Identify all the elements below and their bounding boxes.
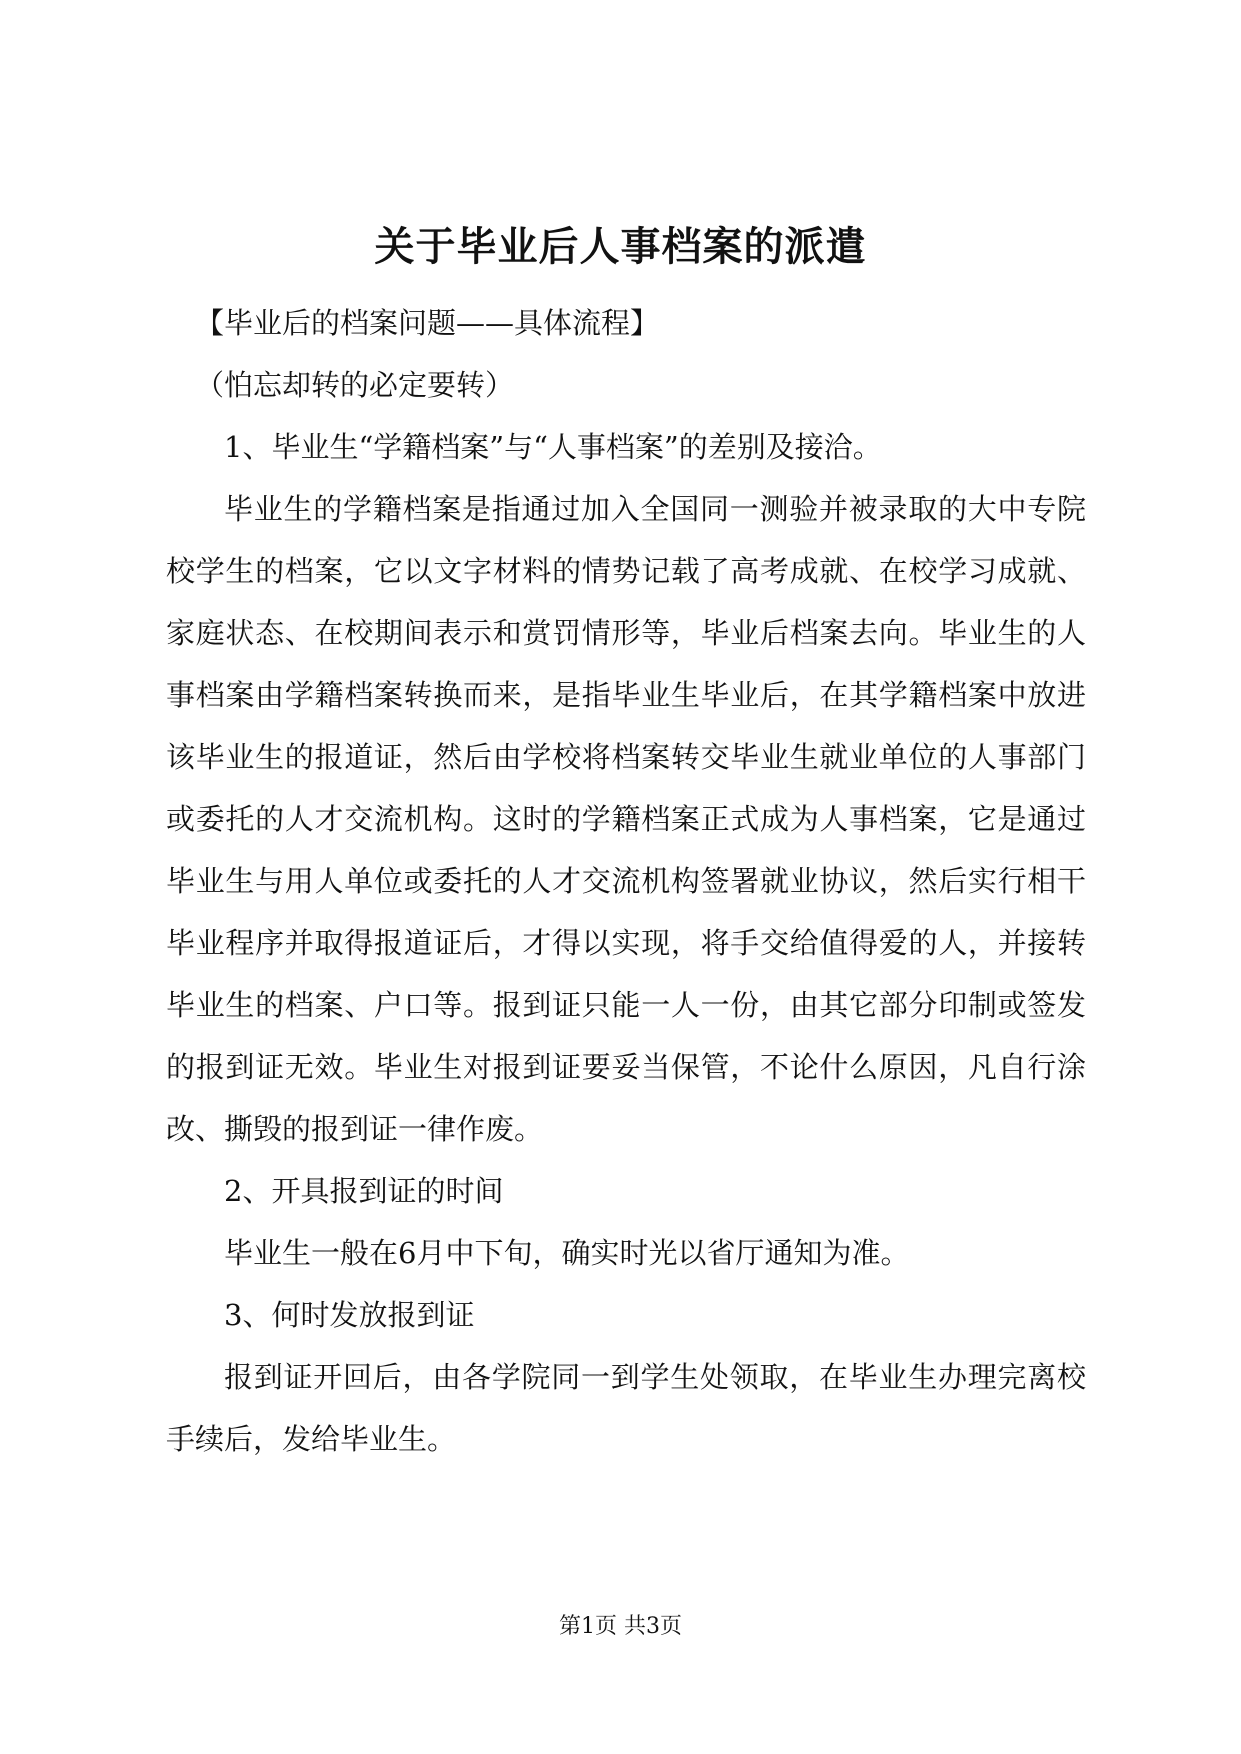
document-title: 关于毕业后人事档案的派遣 <box>374 223 867 270</box>
paragraph-note: （怕忘却转的必定要转） <box>195 368 515 402</box>
section-heading-1: 1、毕业生“学籍档案”与“人事档案”的差别及接洽。 <box>224 430 882 464</box>
section-heading-2: 2、开具报到证的时间 <box>224 1174 504 1208</box>
paragraph-body-1: 毕业生的学籍档案是指通过加入全国同一测验并被录取的大中专院校学生的档案，它以文字材料的情势记载了高考成就、在校学习成就、家庭状态、在校期间表示和赏罚情形等，毕业后档案去向。毕业生的人事档案由学籍档案转换而来，是指毕业生毕业后，在其学籍档案中放进该毕业生的报道证，然后由学校将档案转交毕业生就业单位的人事部门或委托的人才交流机构。这时的学籍档案正式成为人事档案，它是通过毕业生与用人单位或委托的人才交流机构签署就业协议，然后实行相干毕业程序并取得报道证后，才得以实现，将手交给值得爱的人，并接转毕业生的档案、户口等。报到证只能一人一份，由其它部分印制或签发的报到证无效。毕业生对报到证要妥当保管，不论什么原因，凡自行涂改、撕毁的报到证一律作废。 <box>166 492 1086 1146</box>
paragraph-body-2: 毕业生一般在6月中下旬，确实时光以省厅通知为准。 <box>224 1236 910 1270</box>
document-body <box>166 292 1086 1470</box>
section-heading-3: 3、何时发放报到证 <box>224 1298 475 1332</box>
paragraph-body-3: 报到证开回后，由各学院同一到学生处领取，在毕业生办理完离校手续后，发给毕业生。 <box>166 1360 1086 1456</box>
page-number: 第1页 共3页 <box>559 1614 682 1639</box>
paragraph-heading: 【毕业后的档案问题——具体流程】 <box>195 306 660 340</box>
